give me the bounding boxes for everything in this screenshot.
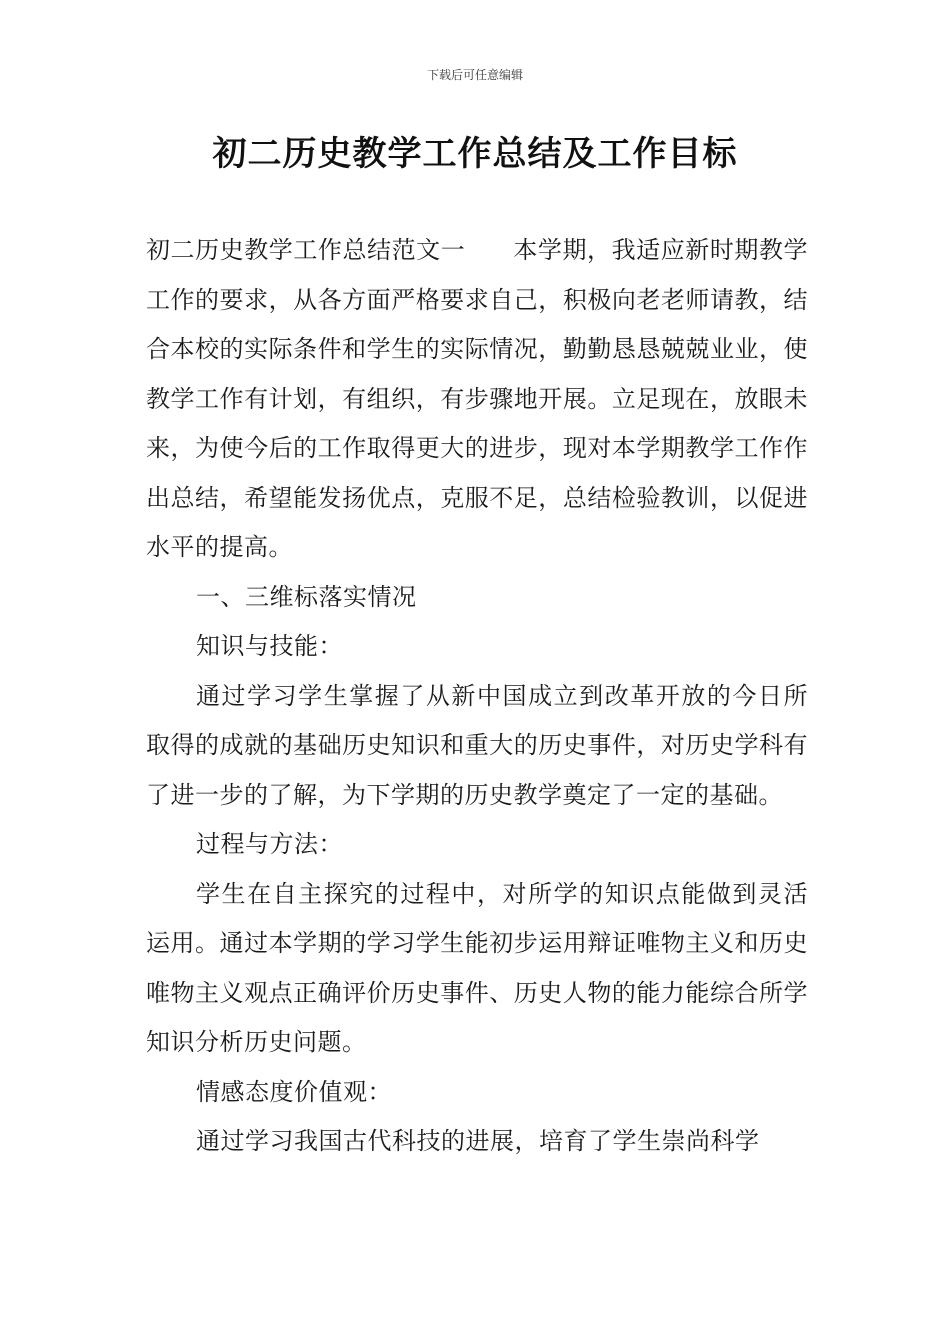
knowledge-heading: 知识与技能： <box>196 632 343 660</box>
emotion-paragraph: 通过学习我国古代科技的进展，培育了学生崇尚科学 <box>196 1127 760 1155</box>
process-heading: 过程与方法： <box>196 830 343 858</box>
emotion-heading: 情感态度价值观： <box>196 1077 392 1106</box>
section-heading: 一、三维标落实情况 <box>196 582 417 611</box>
process-paragraph: 学生在自主探究的过程中，对所学的知识点能做到灵活运用。通过本学期的学习学生能初步运用辩证唯物主义和历史唯物主义观点正确评价历史事件、历史人物的能力能综合所学知识分析历史问题。 <box>146 879 808 1056</box>
document-body <box>146 226 808 1167</box>
document-title: 初二历史教学工作总结及工作目标 <box>212 134 738 174</box>
knowledge-paragraph: 通过学习学生掌握了从新中国成立到改革开放的今日所取得的成就的基础历史知识和重大的历史事件，对历史学科有了进一步的了解，为下学期的历史教学奠定了一定的基础。 <box>146 681 808 809</box>
intro-lead: 初二历史教学工作总结范文一 <box>146 236 466 264</box>
header-note: 下载后可任意编辑 <box>426 68 523 82</box>
intro-text: 本学期，我适应新时期教学工作的要求，从各方面严格要求自己，积极向老老师请教，结合本校的实际条件和学生的实际情况，勤勤恳恳兢兢业业，使教学工作有计划，有组织，有步骤地开展。立足现在，放眼未来，为使今后的工作取得更大的进步，现对本学期教学工作作出总结，希望能发扬优点，克服不足，总结检验教训，以促进水平的提高。 <box>146 236 809 561</box>
intro-paragraph <box>146 226 808 573</box>
